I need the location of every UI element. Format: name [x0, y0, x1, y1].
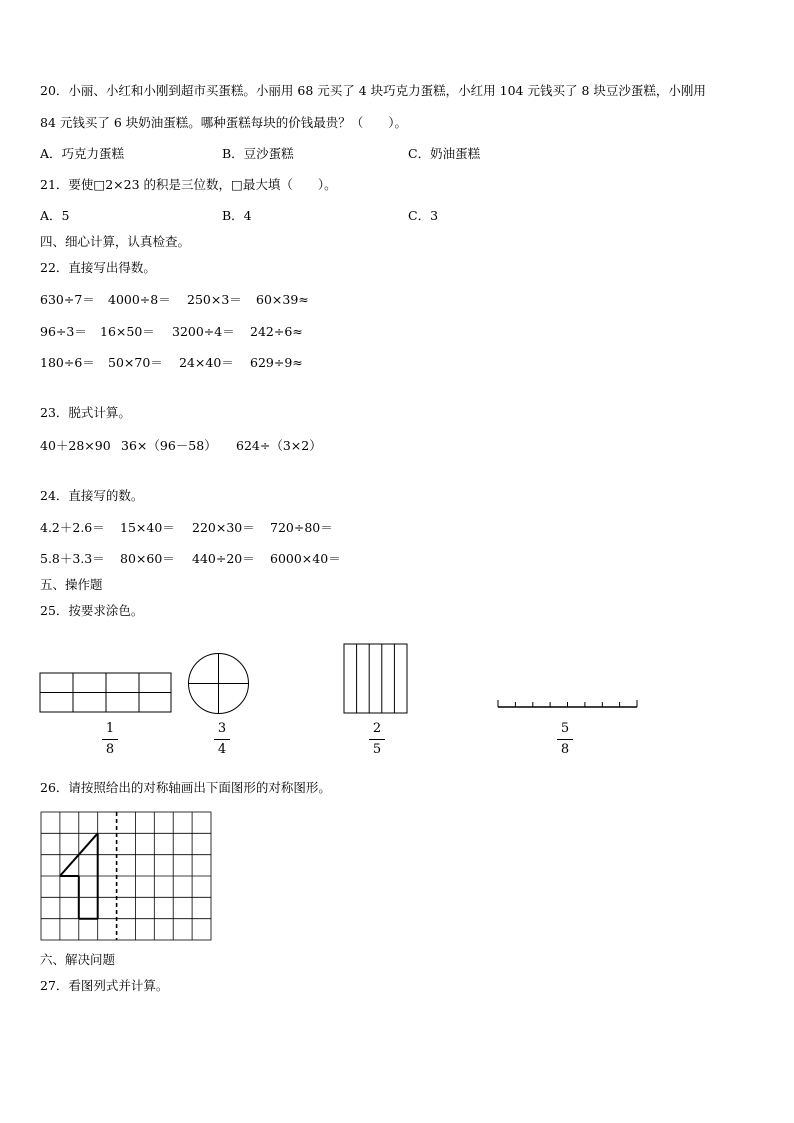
q22-r0-c2: 250×3＝ — [187, 292, 242, 307]
q25-text: 25．按要求涂色。 — [40, 603, 144, 618]
q20-option-c[interactable]: C．奶油蛋糕 — [408, 146, 481, 161]
q23-text: 23．脱式计算。 — [40, 405, 131, 420]
q26-text: 26．请按照给出的对称轴画出下面图形的对称图形。 — [40, 780, 331, 795]
q22-r1-c2: 3200÷4＝ — [172, 324, 235, 339]
q22-r0-c3: 60×39≈ — [256, 292, 309, 307]
fraction-three-quarters — [212, 722, 232, 757]
q23-item-3: 624÷（3×2） — [236, 438, 322, 453]
q21-option-a[interactable]: A．5 — [40, 208, 70, 223]
circle-quarters-figure[interactable] — [187, 652, 251, 716]
q24-r1-c2: 440÷20＝ — [192, 551, 255, 566]
fraction-numerator: 5 — [560, 721, 570, 736]
section-4-heading: 四、细心计算，认真检查。 — [40, 234, 191, 249]
q20-line1: 20．小丽、小红和小刚到超市买蛋糕。小丽用 68 元买了 4 块巧克力蛋糕，小红用 104 元钱买了 8 块豆沙蛋糕，小刚用 — [40, 83, 706, 98]
fraction-numerator: 3 — [217, 721, 227, 736]
section-6-heading: 六、解决问题 — [40, 952, 116, 967]
fraction-numerator: 1 — [105, 721, 115, 736]
q22-r0-c1: 4000÷8＝ — [108, 292, 171, 307]
q20-line2: 84 元钱买了 6 块奶油蛋糕。哪种蛋糕每块的价钱最贵？（ ）。 — [40, 115, 408, 130]
q24-r0-c3: 720÷80＝ — [270, 520, 333, 535]
symmetry-grid-figure[interactable] — [40, 811, 215, 943]
q22-text: 22．直接写出得数。 — [40, 260, 156, 275]
q21-option-b[interactable]: B．4 — [222, 208, 252, 223]
q21-text: 21．要使□2×23 的积是三位数，□最大填（ ）。 — [40, 177, 337, 192]
q23-item-1: 40＋28×90 — [40, 438, 111, 453]
q24-r0-c1: 15×40＝ — [120, 520, 175, 535]
q21-option-c[interactable]: C．3 — [408, 208, 439, 223]
section-5-heading: 五、操作题 — [40, 577, 103, 592]
fraction-one-eighth — [100, 722, 120, 757]
q24-r1-c3: 6000×40＝ — [270, 551, 341, 566]
fraction-denominator: 5 — [372, 742, 382, 757]
rectangle-eighths-figure[interactable] — [39, 672, 173, 714]
fraction-denominator: 8 — [560, 742, 570, 757]
q24-r1-c1: 80×60＝ — [120, 551, 175, 566]
q20-option-a[interactable]: A．巧克力蛋糕 — [40, 146, 125, 161]
q22-r2-c0: 180÷6＝ — [40, 355, 95, 370]
q22-r2-c2: 24×40＝ — [179, 355, 234, 370]
fraction-denominator: 8 — [105, 742, 115, 757]
q22-r2-c1: 50×70＝ — [108, 355, 163, 370]
q24-r0-c0: 4.2＋2.6＝ — [40, 520, 105, 535]
q27-text: 27．看图列式并计算。 — [40, 978, 169, 993]
q22-r1-c1: 16×50＝ — [100, 324, 155, 339]
q22-r0-c0: 630÷7＝ — [40, 292, 95, 307]
fraction-denominator: 4 — [217, 742, 227, 757]
fraction-five-eighths — [555, 722, 575, 757]
q22-r2-c3: 629÷9≈ — [250, 355, 303, 370]
q23-item-2: 36×（96－58） — [121, 438, 217, 453]
q22-r1-c0: 96÷3＝ — [40, 324, 87, 339]
q24-r1-c0: 5.8＋3.3＝ — [40, 551, 105, 566]
q24-text: 24．直接写的数。 — [40, 488, 144, 503]
fraction-numerator: 2 — [372, 721, 382, 736]
rectangle-fifths-figure[interactable] — [343, 643, 409, 715]
q20-option-b[interactable]: B．豆沙蛋糕 — [222, 146, 294, 161]
segment-eighths-figure[interactable] — [497, 698, 639, 710]
q24-r0-c2: 220×30＝ — [192, 520, 255, 535]
fraction-two-fifths — [367, 722, 387, 757]
q22-r1-c3: 242÷6≈ — [250, 324, 303, 339]
